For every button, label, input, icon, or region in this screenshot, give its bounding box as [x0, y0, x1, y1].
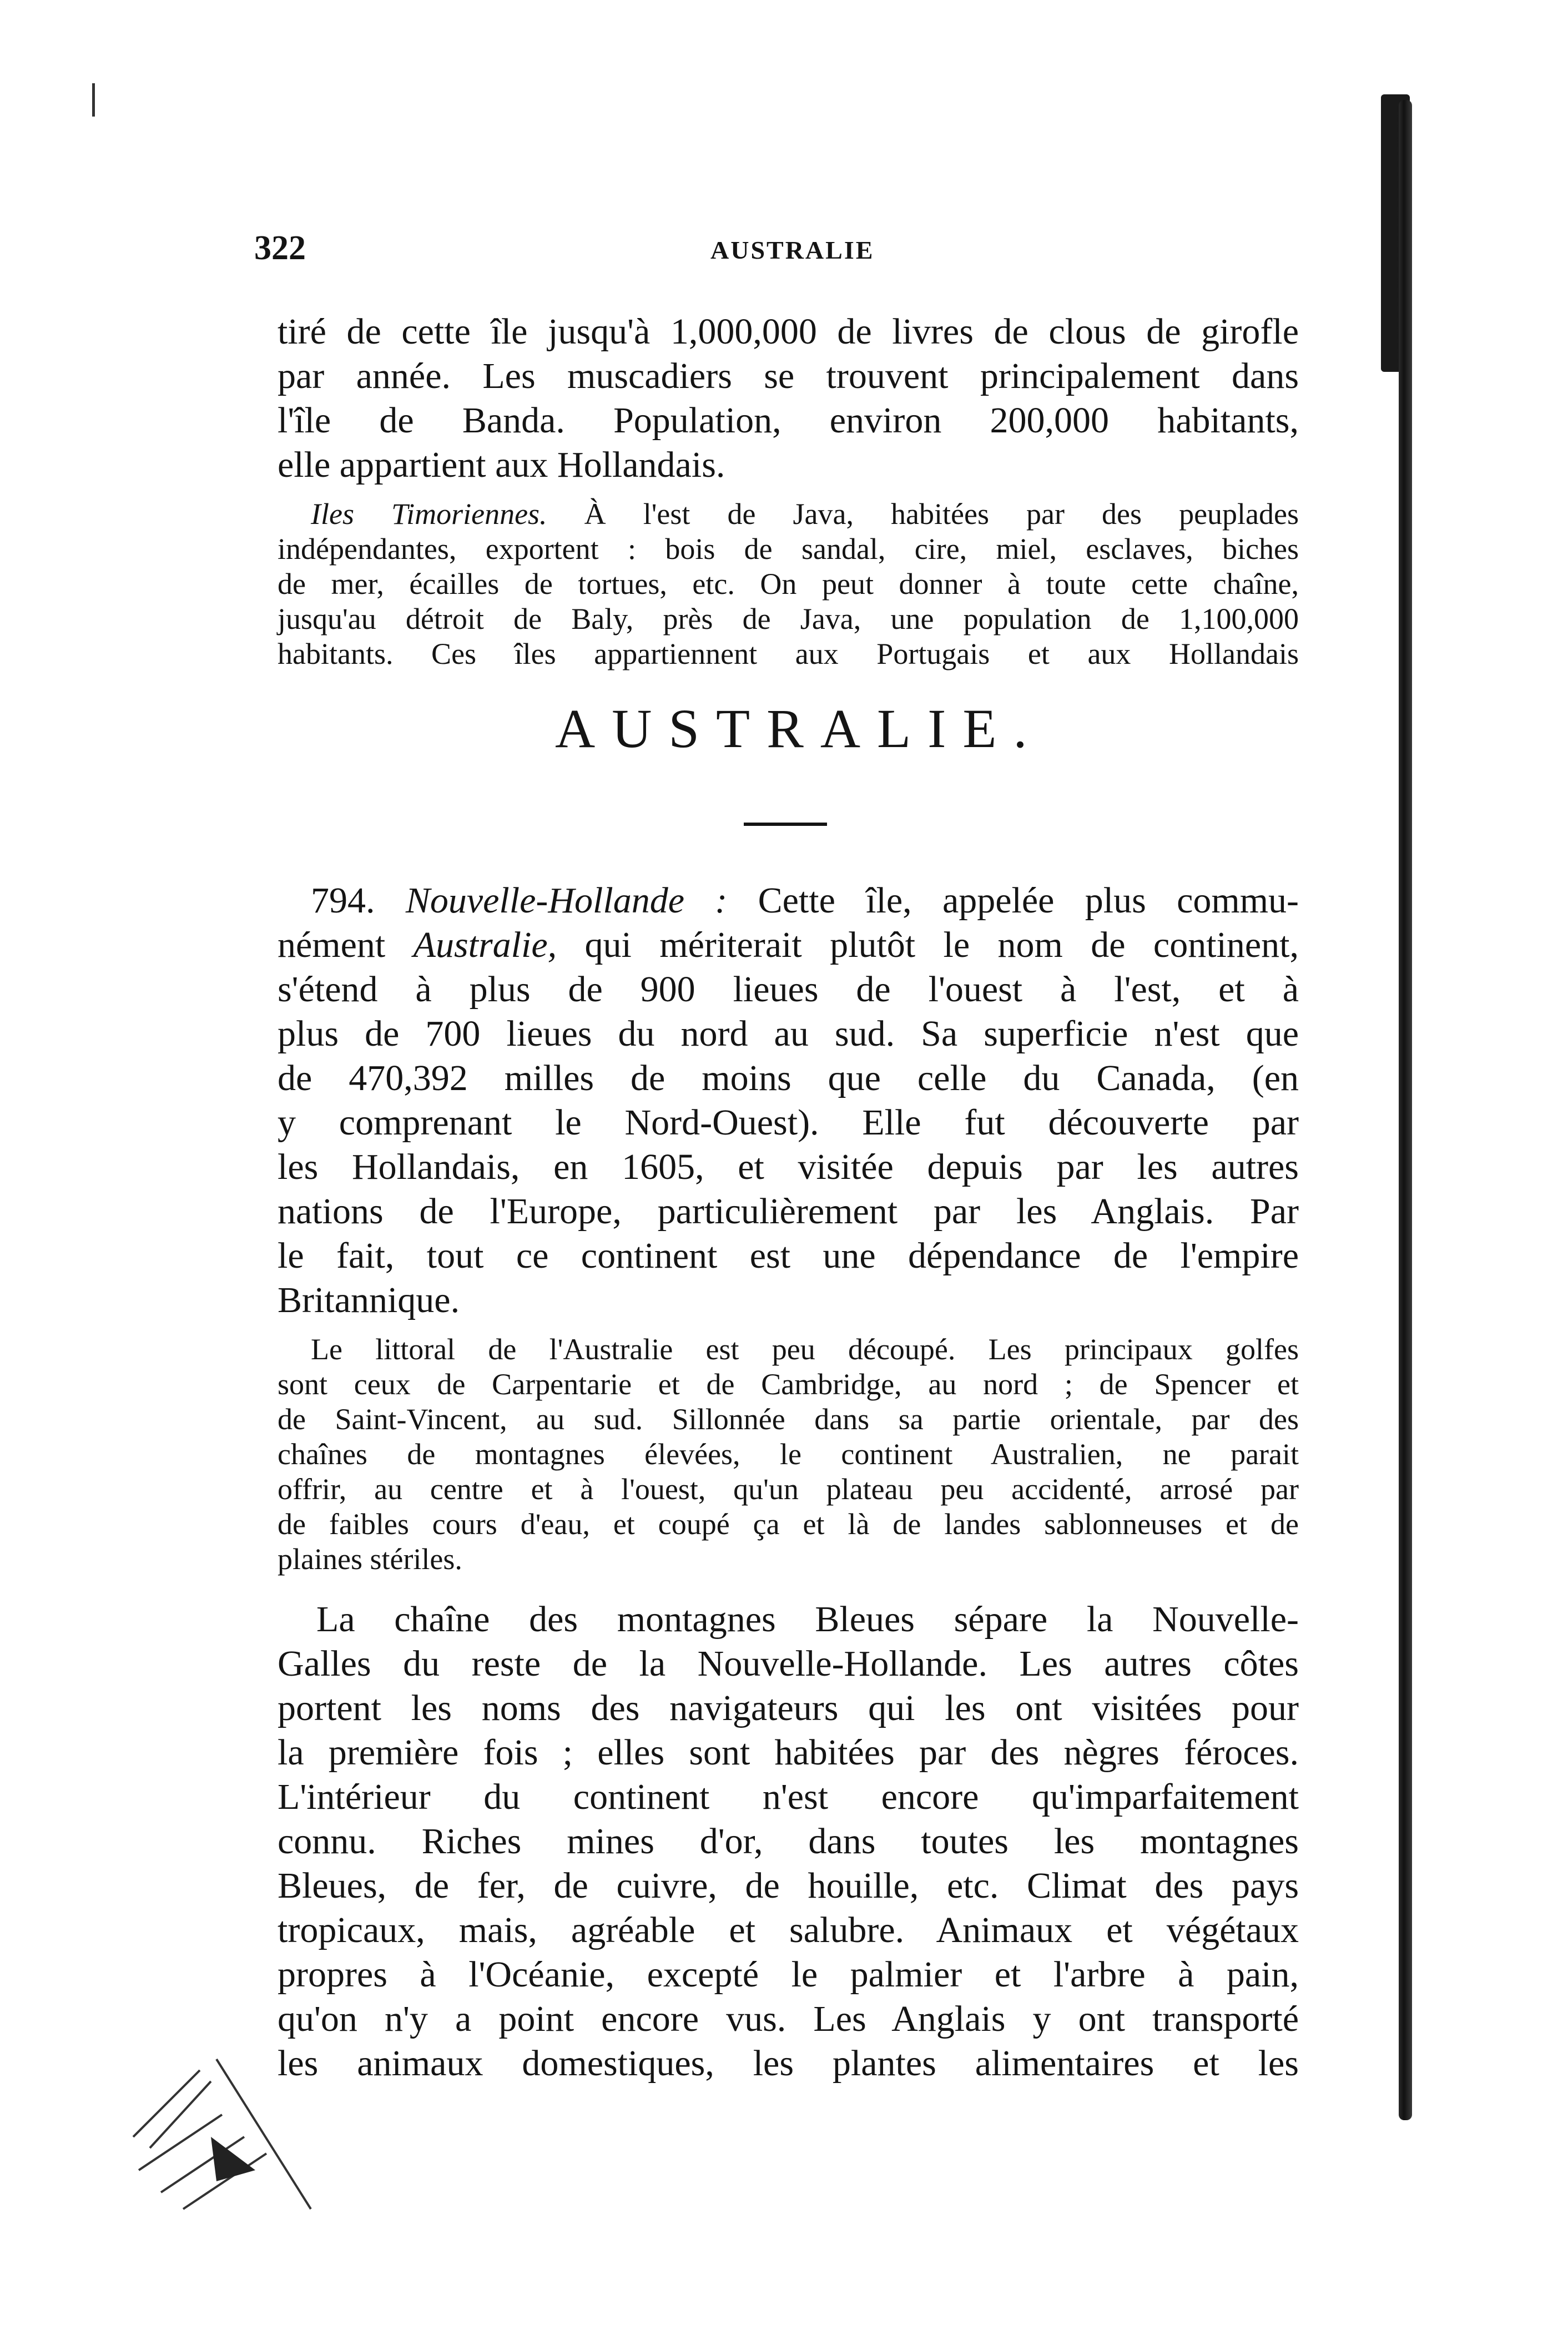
body-line: les animaux domestiques, les plantes alimentaires et les [278, 2043, 1299, 2084]
body-line: de 470,392 milles de moins que celle du Canada, (en [278, 1058, 1299, 1098]
body-text: Cette île, appelée plus commu- [758, 880, 1299, 921]
body-line: portent les noms des navigateurs qui les ont visitées pour [278, 1688, 1299, 1728]
note-line: sont ceux de Carpentarie et de Cambridge, au nord ; de Spencer et [278, 1368, 1299, 1401]
body-line [278, 924, 1299, 966]
section-title: AUSTRALIE. [555, 698, 1044, 759]
body-line: les Hollandais, en 1605, et visitée depuis par les autres [278, 1147, 1299, 1187]
section-rule [744, 823, 827, 826]
note-line: offrir, au centre et à l'ouest, qu'un plateau peu accidenté, arrosé par [278, 1472, 1299, 1506]
note-line: chaînes de montagnes élevées, le continent Australien, ne parait [278, 1438, 1299, 1471]
body-line: la première fois ; elles sont habitées par des nègres féroces. [278, 1732, 1299, 1773]
body-line: propres à l'Océanie, excepté le palmier et l'arbre à pain, [278, 1954, 1299, 1995]
body-line: nations de l'Europe, particulièrement par les Anglais. Par [278, 1191, 1299, 1232]
note-line: Le littoral de l'Australie est peu découpé. Les principaux golfes [311, 1333, 1299, 1366]
article-lead: Nouvelle-Hollande : [405, 880, 728, 921]
body-line: s'étend à plus de 900 lieues de l'ouest à l'est, et à [278, 969, 1299, 1010]
body-line: l'île de Banda. Population, environ 200,000 habitants, [278, 400, 1299, 441]
binding-edge [1399, 100, 1412, 2120]
note-line: jusqu'au détroit de Baly, près de Java, une population de 1,100,000 [278, 602, 1299, 636]
body-italic: Australie, [413, 925, 557, 965]
body-line: y comprenant le Nord-Ouest). Elle fut découverte par [278, 1102, 1299, 1143]
body-line: le fait, tout ce continent est une dépendance de l'empire [278, 1235, 1299, 1276]
note-lead: Iles Timoriennes. [311, 497, 547, 531]
body-line: L'intérieur du continent n'est encore qu'imparfaitement [278, 1777, 1299, 1817]
body-line: Britannique. [278, 1280, 460, 1320]
note-line: de Saint-Vincent, au sud. Sillonnée dans sa partie orientale, par des [278, 1403, 1299, 1436]
note-line: de faibles cours d'eau, et coupé ça et là de landes sablonneuses et de [278, 1507, 1299, 1541]
body-line: La chaîne des montagnes Bleues sépare la Nouvelle- [316, 1599, 1299, 1640]
body-line: plus de 700 lieues du nord au sud. Sa superficie n'est que [278, 1013, 1299, 1054]
body-text: qui mériterait plutôt le nom de continent, [584, 925, 1299, 965]
body-line: connu. Riches mines d'or, dans toutes les montagnes [278, 1821, 1299, 1862]
note-line: habitants. Ces îles appartiennent aux Portugais et aux Hollandais [278, 637, 1299, 670]
body-line: tiré de cette île jusqu'à 1,000,000 de livres de clous de girofle [278, 311, 1299, 352]
body-line: Galles du reste de la Nouvelle-Hollande. Les autres côtes [278, 1643, 1299, 1684]
running-title: AUSTRALIE [710, 236, 875, 264]
article-number: 794. [311, 880, 375, 921]
note-line [311, 497, 1299, 531]
note-text: À l'est de Java, habitées par des peuplades [584, 497, 1299, 531]
note-line: indépendantes, exportent : bois de sandal, cire, miel, esclaves, biches [278, 532, 1299, 566]
body-line: Bleues, de fer, de cuivre, de houille, etc. Climat des pays [278, 1865, 1299, 1906]
body-line: tropicaux, mais, agréable et salubre. Animaux et végétaux [278, 1910, 1299, 1950]
body-line: qu'on n'y a point encore vus. Les Anglais y ont transporté [278, 1999, 1299, 2039]
body-text: nément [278, 925, 386, 965]
note-line: de mer, écailles de tortues, etc. On peut donner à toute cette chaîne, [278, 567, 1299, 601]
scan-mark [92, 83, 95, 117]
note-line: plaines stériles. [278, 1542, 462, 1576]
body-line [311, 880, 1299, 922]
body-line: par année. Les muscadiers se trouvent principalement dans [278, 356, 1299, 396]
body-line: elle appartient aux Hollandais. [278, 445, 725, 485]
page-number: 322 [254, 229, 306, 267]
